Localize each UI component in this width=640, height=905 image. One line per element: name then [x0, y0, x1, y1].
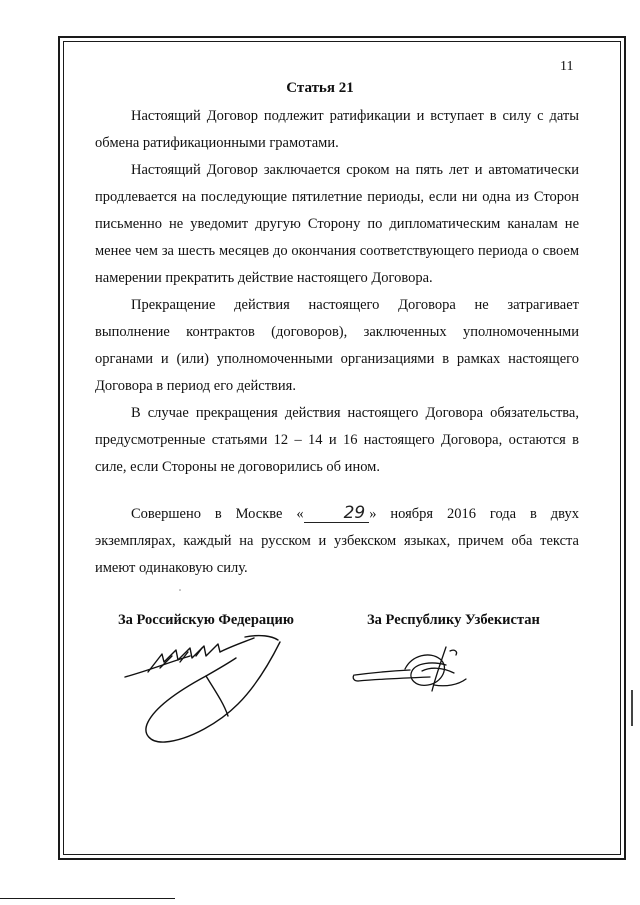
- article-paragraph: Настоящий Договор заключается сроком на пять лет и автоматически продлевается на последующие пятилетние периоды, если ни одна из Сторон письменно не уведомит другую Сторону по дипломатическим каналам не менее чем за шесть месяцев до окончания соответствующего периода о своем намерении прекратить действие настоящего Договора.: [95, 162, 579, 286]
- signatory-russia-label: За Российскую Федерацию: [118, 612, 294, 628]
- signature-uzbekistan: [350, 645, 470, 695]
- signature-russia: [120, 632, 300, 747]
- margin-mark: [631, 690, 633, 726]
- signatory-uzbekistan-label: За Республику Узбекистан: [367, 612, 540, 628]
- stray-mark: [178, 588, 182, 592]
- closing-prefix: Совершено в Москве «: [131, 506, 304, 522]
- closing-paragraph: [95, 501, 579, 582]
- handwritten-day: 29: [304, 504, 370, 523]
- article-paragraph: Прекращение действия настоящего Договора не затрагивает выполнение контрактов (договоров), заключенных уполномоченными органами и (или) уполномоченными организациями в рамках настоящего Договора в период его действия.: [95, 297, 579, 394]
- page-number: 11: [560, 59, 574, 74]
- article-title: Статья 21: [286, 80, 354, 96]
- closing-suffix: » ноября 2016 года в двух экземплярах, каждый на русском и узбекском языках, причем оба текста имеют одинаковую силу.: [95, 506, 579, 576]
- article-paragraph: В случае прекращения действия настоящего Договора обязательства, предусмотренные статьями 12 – 14 и 16 настоящего Договора, остаются в силе, если Стороны не договорились об ином.: [95, 405, 579, 475]
- article-body: [95, 103, 579, 582]
- article-paragraph: Настоящий Договор подлежит ратификации и вступает в силу с даты обмена ратификационными грамотами.: [95, 108, 579, 151]
- bottom-rule: [0, 898, 175, 899]
